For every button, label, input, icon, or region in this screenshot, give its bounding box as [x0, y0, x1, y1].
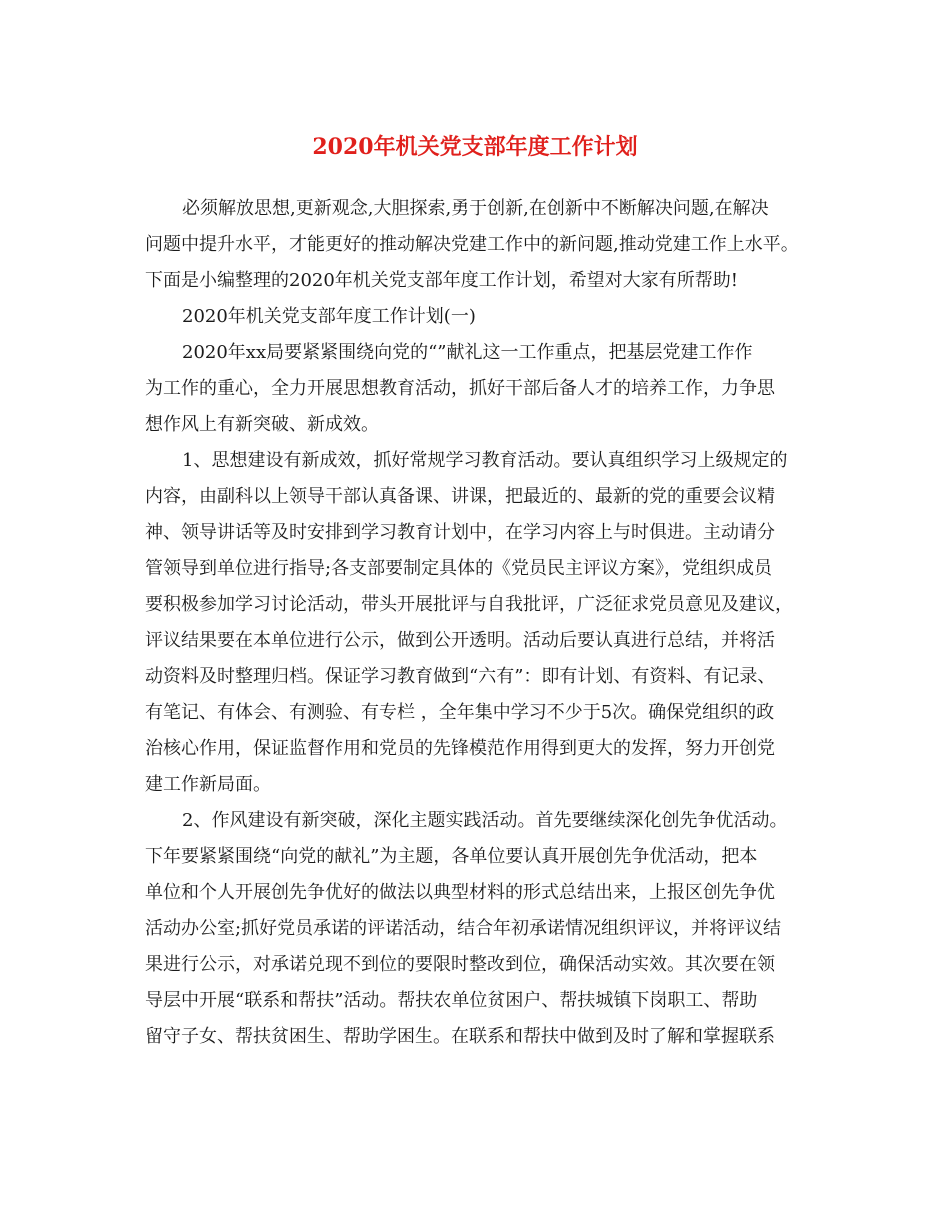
paragraph-line: 评议结果要在本单位进行公示，做到公开透明。活动后要认真进行总结，并将活 [145, 630, 775, 651]
paragraph-line: 要积极参加学习讨论活动，带头开展批评与自我批评，广泛征求党员意见及建议， [145, 594, 793, 615]
paragraph-line: 必须解放思想,更新观念,大胆探索,勇于创新,在创新中不断解决问题,在解决 [182, 198, 769, 219]
paragraph-line: 想作风上有新突破、新成效。 [145, 414, 379, 435]
paragraph-line: 为工作的重心，全力开展思想教育活动，抓好干部后备人才的培养工作，力争思 [145, 378, 775, 399]
paragraph-line: 2、作风建设有新突破，深化主题实践活动。首先要继续深化创先争优活动。 [182, 810, 788, 831]
paragraph-line: 导层中开展“联系和帮扶”活动。帮扶农单位贫困户、帮扶城镇下岗职工、帮助 [145, 990, 758, 1011]
paragraph-line: 1、思想建设有新成效，抓好常规学习教育活动。要认真组织学习上级规定的 [182, 450, 788, 471]
paragraph-line: 建工作新局面。 [145, 774, 271, 795]
paragraph-line: 神、领导讲话等及时安排到学习教育计划中，在学习内容上与时俱进。主动请分 [145, 522, 775, 543]
paragraph-line: 下面是小编整理的2020年机关党支部年度工作计划，希望对大家有所帮助! [145, 270, 739, 291]
document-title: 2020年机关党支部年度工作计划 [312, 134, 638, 160]
section-heading: 2020年机关党支部年度工作计划(一) [182, 306, 476, 327]
paragraph-line: 动资料及时整理归档。保证学习教育做到“六有”：即有计划、有资料、有记录、 [145, 666, 776, 687]
paragraph-line: 下年要紧紧围绕“向党的献礼”为主题，各单位要认真开展创先争优活动，把本 [145, 846, 758, 867]
paragraph-line: 有笔记、有体会、有测验、有专栏 ，全年集中学习不少于5次。确保党组织的政 [145, 702, 775, 723]
paragraph-line: 问题中提升水平，才能更好的推动解决党建工作中的新问题,推动党建工作上水平。 [145, 234, 799, 255]
paragraph-line: 2020年xx局要紧紧围绕向党的“”献礼这一工作重点，把基层党建工作作 [182, 342, 753, 363]
paragraph-line: 管领导到单位进行指导;各支部要制定具体的《党员民主评议方案》，党组织成员 [145, 558, 773, 579]
paragraph-line: 内容，由副科以上领导干部认真备课、讲课，把最近的、最新的党的重要会议精 [145, 486, 775, 507]
paragraph-line: 治核心作用，保证监督作用和党员的先锋模范作用得到更大的发挥，努力开创党 [145, 738, 775, 759]
paragraph-line: 单位和个人开展创先争优好的做法以典型材料的形式总结出来，上报区创先争优 [145, 882, 775, 903]
paragraph-line: 活动办公室;抓好党员承诺的评诺活动，结合年初承诺情况组织评议，并将评议结 [145, 918, 782, 939]
paragraph-line: 留守子女、帮扶贫困生、帮助学困生。在联系和帮扶中做到及时了解和掌握联系 [145, 1026, 775, 1047]
paragraph-line: 果进行公示，对承诺兑现不到位的要限时整改到位，确保活动实效。其次要在领 [145, 954, 775, 975]
